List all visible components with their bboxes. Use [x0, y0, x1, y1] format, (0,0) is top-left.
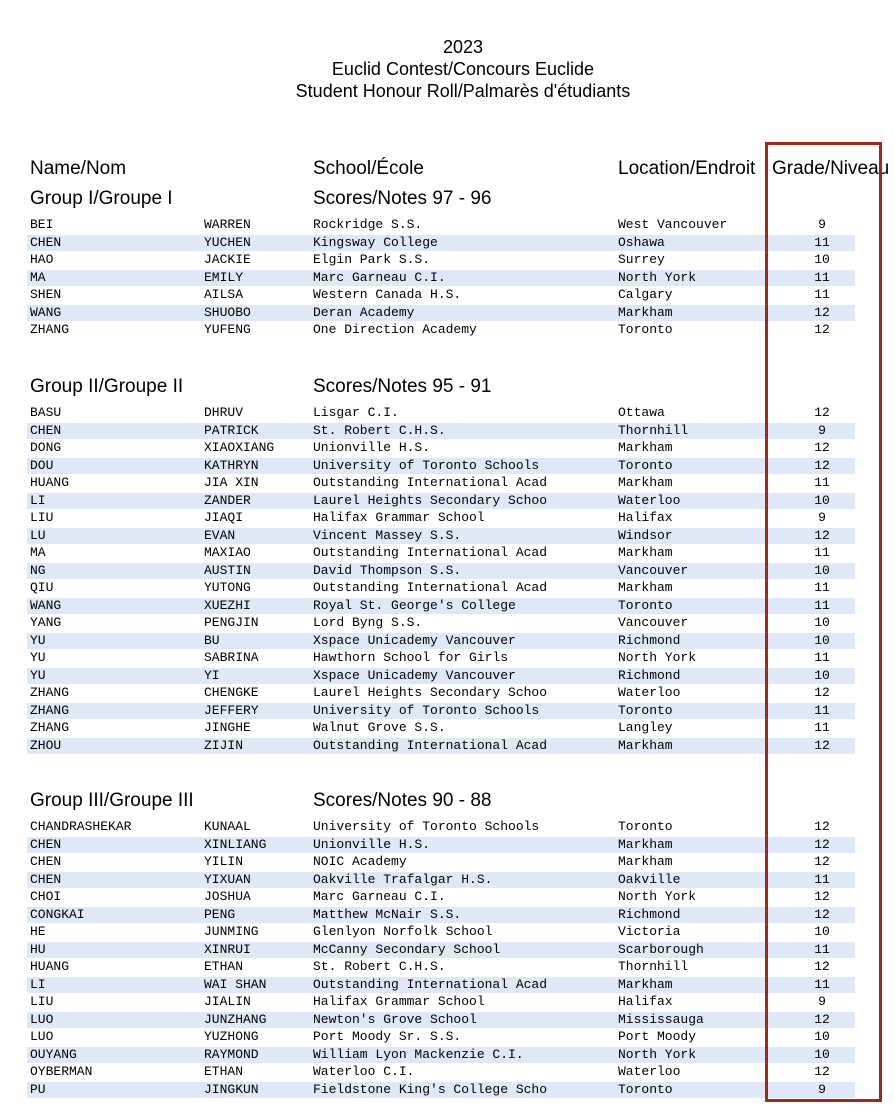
row-background [27, 305, 855, 321]
table-row [0, 836, 894, 854]
table-row [0, 286, 894, 304]
table-row [0, 888, 894, 906]
school-cell: Outstanding International Acad [313, 545, 548, 560]
grade-cell: 12 [814, 685, 830, 700]
last-name-cell: CONGKAI [30, 906, 85, 922]
grade-cell: 10 [814, 924, 830, 939]
school-cell: Hawthorn School for Girls [313, 650, 509, 665]
table-row [0, 1028, 894, 1046]
first-name-cell: PENG [204, 906, 236, 922]
table-row [0, 958, 894, 976]
table-row [0, 439, 894, 457]
grade-cell: 11 [814, 545, 830, 560]
first-name-cell: SABRINA [204, 650, 259, 665]
grade-cell: 9 [818, 994, 826, 1009]
grade-cell: 10 [814, 562, 830, 578]
last-name-cell: HE [30, 924, 46, 939]
location-cell: Port Moody [618, 1029, 697, 1044]
column-header-school: School/École [313, 158, 424, 179]
column-header-grade: Grade/Niveau [772, 158, 890, 179]
last-name-cell: YU [30, 667, 46, 683]
last-name-cell: NG [30, 562, 46, 578]
grade-cell: 12 [814, 1011, 830, 1027]
last-name-cell: CHEN [30, 234, 62, 250]
last-name-cell: YANG [30, 615, 62, 630]
grade-cell: 11 [814, 580, 830, 595]
grade-cell: 12 [814, 457, 830, 473]
table-row [0, 251, 894, 269]
last-name-cell: HUANG [30, 475, 70, 490]
table-row [0, 597, 894, 615]
school-cell: University of Toronto Schools [313, 819, 540, 834]
location-cell: Victoria [618, 924, 681, 939]
first-name-cell: JINGKUN [204, 1081, 259, 1097]
table-row [0, 269, 894, 287]
grade-cell: 11 [814, 702, 830, 718]
location-cell: Markham [618, 580, 673, 595]
group-score-range: Scores/Notes 97 - 96 [313, 188, 492, 209]
location-cell: Windsor [618, 527, 673, 543]
grade-cell: 12 [814, 1064, 830, 1079]
location-cell: Markham [618, 475, 673, 490]
location-cell: Toronto [618, 457, 673, 473]
school-cell: McCanny Secondary School [313, 941, 501, 957]
column-header-location: Location/Endroit [618, 158, 756, 179]
grade-cell: 9 [818, 1081, 826, 1097]
first-name-cell: MAXIAO [204, 545, 251, 560]
first-name-cell: JEFFERY [204, 702, 259, 718]
grade-cell: 12 [814, 440, 830, 455]
location-cell: Richmond [618, 667, 681, 683]
location-cell: Toronto [618, 597, 673, 613]
group-rows [0, 818, 894, 1098]
first-name-cell: SHUOBO [204, 304, 251, 320]
grade-cell: 9 [818, 422, 826, 438]
first-name-cell: PENGJIN [204, 615, 259, 630]
school-cell: Newton's Grove School [313, 1011, 477, 1027]
table-row [0, 422, 894, 440]
location-cell: Oshawa [618, 234, 665, 250]
grade-cell: 12 [814, 906, 830, 922]
title-year: 2023 [442, 37, 484, 57]
school-cell: NOIC Academy [313, 854, 407, 869]
location-cell: Langley [618, 720, 673, 735]
column-header-name: Name/Nom [30, 158, 127, 179]
location-cell: Waterloo [618, 685, 681, 700]
first-name-cell: ETHAN [204, 1064, 244, 1079]
grade-cell: 12 [814, 304, 830, 320]
first-name-cell: EVAN [204, 527, 236, 543]
grade-cell: 11 [814, 976, 830, 992]
school-cell: David Thompson S.S. [313, 562, 462, 578]
last-name-cell: LUO [30, 1029, 54, 1044]
first-name-cell: JOSHUA [204, 889, 251, 904]
first-name-cell: JINGHE [204, 720, 251, 735]
school-cell: Marc Garneau C.I. [313, 889, 446, 904]
grade-cell: 10 [814, 615, 830, 630]
group-rows [0, 216, 894, 339]
first-name-cell: JIAQI [204, 510, 244, 525]
grade-cell: 10 [814, 632, 830, 648]
location-cell: Toronto [618, 702, 673, 718]
last-name-cell: BASU [30, 405, 62, 420]
first-name-cell: YIXUAN [204, 871, 251, 887]
table-row [0, 614, 894, 632]
grade-cell: 9 [818, 510, 826, 525]
document-title [0, 36, 894, 102]
location-cell: West Vancouver [618, 217, 728, 232]
last-name-cell: QIU [30, 580, 54, 595]
grade-cell: 10 [814, 667, 830, 683]
location-cell: Toronto [618, 322, 673, 337]
table-row [0, 1011, 894, 1029]
last-name-cell: ZHANG [30, 322, 70, 337]
table-row [0, 457, 894, 475]
table-row [0, 404, 894, 422]
row-background [27, 235, 855, 251]
school-cell: Xspace Unicademy Vancouver [313, 667, 516, 683]
table-row [0, 509, 894, 527]
school-cell: Oakville Trafalgar H.S. [313, 871, 493, 887]
location-cell: Markham [618, 440, 673, 455]
table-row [0, 667, 894, 685]
school-cell: Outstanding International Acad [313, 737, 548, 753]
school-cell: Vincent Massey S.S. [313, 527, 462, 543]
first-name-cell: WARREN [204, 217, 251, 232]
first-name-cell: XINRUI [204, 941, 251, 957]
first-name-cell: RAYMOND [204, 1046, 259, 1062]
group-title: Group I/Groupe I [30, 188, 173, 209]
first-name-cell: YUZHONG [204, 1029, 259, 1044]
school-cell: William Lyon Mackenzie C.I. [313, 1046, 524, 1062]
school-cell: St. Robert C.H.S. [313, 959, 446, 974]
last-name-cell: CHEN [30, 854, 62, 869]
grade-cell: 11 [814, 941, 830, 957]
table-row [0, 976, 894, 994]
last-name-cell: YU [30, 650, 46, 665]
first-name-cell: CHENGKE [204, 685, 259, 700]
school-cell: Fieldstone King's College Scho [313, 1081, 548, 1097]
table-row [0, 853, 894, 871]
first-name-cell: XIAOXIANG [204, 440, 275, 455]
first-name-cell: YUCHEN [204, 234, 251, 250]
location-cell: Markham [618, 304, 673, 320]
location-cell: North York [618, 889, 697, 904]
last-name-cell: LI [30, 492, 46, 508]
last-name-cell: CHEN [30, 871, 62, 887]
school-cell: Deran Academy [313, 304, 415, 320]
table-row [0, 1063, 894, 1081]
last-name-cell: CHEN [30, 422, 62, 438]
row-background [27, 217, 855, 233]
table-row [0, 906, 894, 924]
location-cell: Toronto [618, 1081, 673, 1097]
school-cell: Elgin Park S.S. [313, 252, 431, 267]
last-name-cell: DOU [30, 457, 54, 473]
location-cell: North York [618, 650, 697, 665]
last-name-cell: LU [30, 527, 46, 543]
last-name-cell: LI [30, 976, 46, 992]
first-name-cell: YUFENG [204, 322, 251, 337]
last-name-cell: LUO [30, 1011, 54, 1027]
last-name-cell: BEI [30, 217, 54, 232]
last-name-cell: LIU [30, 510, 54, 525]
grade-column-highlight-box [765, 142, 882, 1102]
location-cell: Markham [618, 545, 673, 560]
grade-cell: 11 [814, 234, 830, 250]
table-row [0, 702, 894, 720]
location-cell: Waterloo [618, 1064, 681, 1079]
school-cell: Outstanding International Acad [313, 475, 548, 490]
title-contest: Euclid Contest/Concours Euclide [331, 59, 595, 79]
first-name-cell: YI [204, 667, 220, 683]
grade-cell: 10 [814, 1029, 830, 1044]
grade-cell: 12 [814, 959, 830, 974]
first-name-cell: DHRUV [204, 405, 244, 420]
table-row [0, 1081, 894, 1099]
location-cell: Toronto [618, 819, 673, 834]
location-cell: Scarborough [618, 941, 704, 957]
last-name-cell: HUANG [30, 959, 70, 974]
last-name-cell: CHANDRASHEKAR [30, 819, 132, 834]
location-cell: Richmond [618, 632, 681, 648]
first-name-cell: XINLIANG [204, 836, 267, 852]
table-row [0, 632, 894, 650]
last-name-cell: ZHANG [30, 702, 70, 718]
row-background [27, 252, 855, 268]
first-name-cell: AILSA [204, 287, 244, 302]
first-name-cell: PATRICK [204, 422, 259, 438]
table-row [0, 492, 894, 510]
last-name-cell: MA [30, 545, 46, 560]
school-cell: St. Robert C.H.S. [313, 422, 446, 438]
grade-cell: 12 [814, 819, 830, 834]
location-cell: Markham [618, 976, 673, 992]
grade-cell: 12 [814, 322, 830, 337]
school-cell: Kingsway College [313, 234, 438, 250]
last-name-cell: ZHANG [30, 720, 70, 735]
last-name-cell: YU [30, 632, 46, 648]
row-background [27, 440, 855, 456]
row-background [27, 405, 855, 421]
first-name-cell: YUTONG [204, 580, 251, 595]
grade-cell: 10 [814, 1046, 830, 1062]
group-title: Group III/Groupe III [30, 790, 194, 811]
table-row [0, 321, 894, 339]
last-name-cell: HAO [30, 252, 54, 267]
location-cell: Waterloo [618, 492, 681, 508]
location-cell: Oakville [618, 871, 681, 887]
grade-cell: 9 [818, 217, 826, 232]
school-cell: Western Canada H.S. [313, 287, 462, 302]
school-cell: University of Toronto Schools [313, 702, 540, 718]
last-name-cell: WANG [30, 597, 62, 613]
row-background [27, 837, 855, 853]
last-name-cell: SHEN [30, 287, 62, 302]
first-name-cell: JIALIN [204, 994, 251, 1009]
grade-cell: 11 [814, 597, 830, 613]
school-cell: Royal St. George's College [313, 597, 516, 613]
first-name-cell: KATHRYN [204, 457, 259, 473]
grade-cell: 12 [814, 405, 830, 420]
grade-cell: 12 [814, 527, 830, 543]
table-row [0, 474, 894, 492]
last-name-cell: ZHOU [30, 737, 62, 753]
school-cell: Port Moody Sr. S.S. [313, 1029, 462, 1044]
location-cell: North York [618, 269, 697, 285]
first-name-cell: WAI SHAN [204, 976, 267, 992]
table-row [0, 579, 894, 597]
school-cell: Unionville H.S. [313, 440, 431, 455]
school-cell: Rockridge S.S. [313, 217, 423, 232]
table-row [0, 719, 894, 737]
table-row [0, 684, 894, 702]
table-row [0, 993, 894, 1011]
last-name-cell: OUYANG [30, 1046, 77, 1062]
last-name-cell: ZHANG [30, 685, 70, 700]
location-cell: Ottawa [618, 405, 665, 420]
table-row [0, 216, 894, 234]
table-row [0, 234, 894, 252]
school-cell: Outstanding International Acad [313, 976, 548, 992]
school-cell: Marc Garneau C.I. [313, 269, 446, 285]
grade-cell: 11 [814, 871, 830, 887]
table-row [0, 941, 894, 959]
first-name-cell: AUSTIN [204, 562, 251, 578]
grade-cell: 12 [814, 836, 830, 852]
grade-cell: 11 [814, 650, 830, 665]
group-score-range: Scores/Notes 90 - 88 [313, 790, 492, 811]
last-name-cell: MA [30, 269, 46, 285]
row-background [27, 854, 855, 870]
grade-cell: 12 [814, 737, 830, 753]
last-name-cell: WANG [30, 304, 62, 320]
row-background [27, 1064, 855, 1080]
title-honour-roll: Student Honour Roll/Palmarès d'étudiants [295, 81, 631, 101]
school-cell: Waterloo C.I. [313, 1064, 415, 1079]
row-background [27, 615, 855, 631]
location-cell: Halifax [618, 994, 673, 1009]
location-cell: Vancouver [618, 562, 689, 578]
location-cell: Markham [618, 836, 673, 852]
first-name-cell: JUNMING [204, 924, 259, 939]
first-name-cell: EMILY [204, 269, 244, 285]
location-cell: Markham [618, 737, 673, 753]
table-row [0, 527, 894, 545]
school-cell: Glenlyon Norfolk School [313, 924, 493, 939]
table-row [0, 871, 894, 889]
school-cell: Walnut Grove S.S. [313, 720, 446, 735]
school-cell: Unionville H.S. [313, 836, 431, 852]
table-row [0, 649, 894, 667]
first-name-cell: YILIN [204, 854, 244, 869]
table-row [0, 562, 894, 580]
first-name-cell: ZIJIN [204, 737, 244, 753]
location-cell: Richmond [618, 906, 681, 922]
first-name-cell: KUNAAL [204, 819, 251, 834]
first-name-cell: JIA XIN [204, 475, 259, 490]
last-name-cell: OYBERMAN [30, 1064, 93, 1079]
school-cell: Laurel Heights Secondary Schoo [313, 492, 548, 508]
first-name-cell: ZANDER [204, 492, 251, 508]
table-row [0, 544, 894, 562]
school-cell: One Direction Academy [313, 322, 477, 337]
table-row [0, 737, 894, 755]
table-row [0, 304, 894, 322]
group-rows [0, 404, 894, 754]
school-cell: Lisgar C.I. [313, 405, 399, 420]
grade-cell: 10 [814, 492, 830, 508]
first-name-cell: JUNZHANG [204, 1011, 267, 1027]
first-name-cell: ETHAN [204, 959, 244, 974]
location-cell: Thornhill [618, 959, 689, 974]
location-cell: Halifax [618, 510, 673, 525]
group-score-range: Scores/Notes 95 - 91 [313, 376, 492, 397]
last-name-cell: CHOI [30, 889, 62, 904]
grade-cell: 11 [814, 269, 830, 285]
location-cell: Surrey [618, 252, 665, 267]
location-cell: Markham [618, 854, 673, 869]
grade-cell: 11 [814, 475, 830, 490]
school-cell: Laurel Heights Secondary Schoo [313, 685, 548, 700]
grade-cell: 11 [814, 720, 830, 735]
grade-cell: 10 [814, 252, 830, 267]
grade-cell: 11 [814, 287, 830, 302]
last-name-cell: DONG [30, 440, 62, 455]
first-name-cell: XUEZHI [204, 597, 251, 613]
location-cell: North York [618, 1046, 697, 1062]
location-cell: Thornhill [618, 422, 689, 438]
table-row [0, 923, 894, 941]
first-name-cell: BU [204, 632, 220, 648]
grade-cell: 12 [814, 854, 830, 869]
first-name-cell: JACKIE [204, 252, 251, 267]
last-name-cell: HU [30, 941, 46, 957]
last-name-cell: LIU [30, 994, 54, 1009]
school-cell: University of Toronto Schools [313, 457, 540, 473]
location-cell: Vancouver [618, 615, 689, 630]
location-cell: Calgary [618, 287, 673, 302]
location-cell: Mississauga [618, 1011, 704, 1027]
table-row [0, 1046, 894, 1064]
group-title: Group II/Groupe II [30, 376, 184, 397]
last-name-cell: PU [30, 1081, 46, 1097]
school-cell: Xspace Unicademy Vancouver [313, 632, 516, 648]
table-row [0, 818, 894, 836]
school-cell: Halifax Grammar School [313, 994, 485, 1009]
school-cell: Matthew McNair S.S. [313, 906, 462, 922]
last-name-cell: CHEN [30, 836, 62, 852]
school-cell: Outstanding International Acad [313, 580, 548, 595]
school-cell: Halifax Grammar School [313, 510, 485, 525]
grade-cell: 12 [814, 889, 830, 904]
school-cell: Lord Byng S.S. [313, 615, 423, 630]
